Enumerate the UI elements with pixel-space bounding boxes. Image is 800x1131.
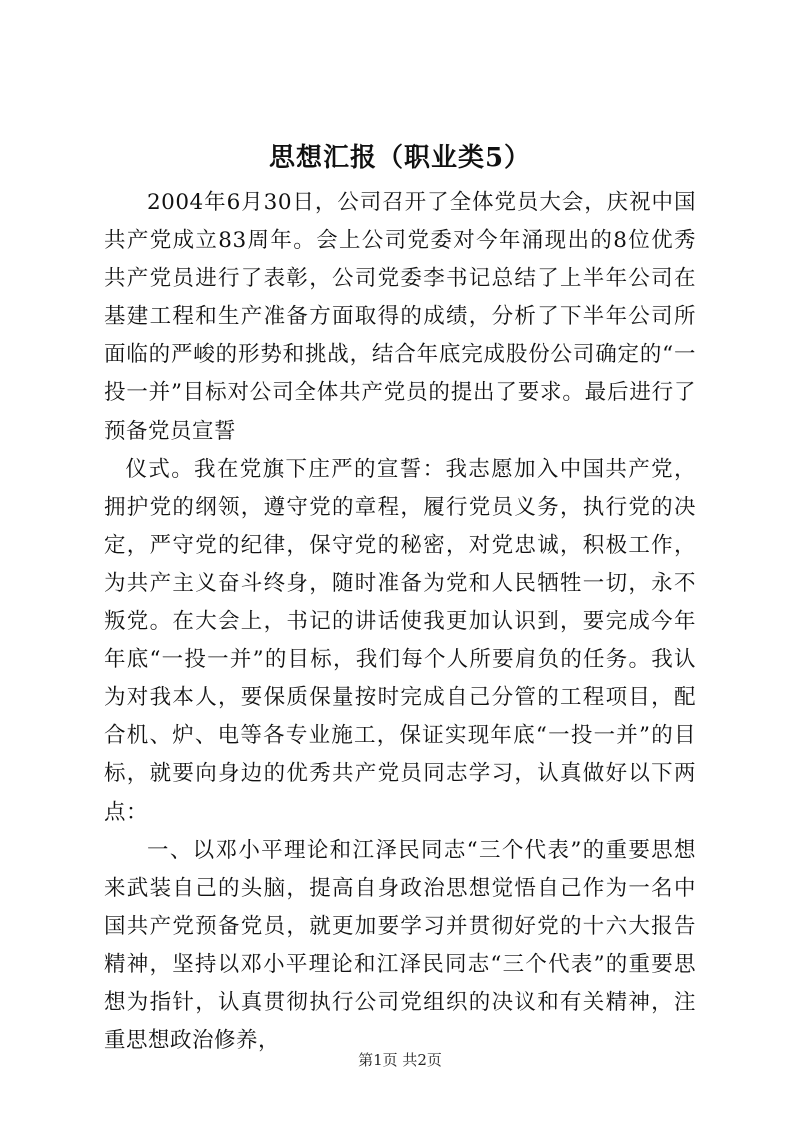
paragraph-1: 2004年6月30日，公司召开了全体党员大会，庆祝中国共产党成立83周年。会上公司党委对今年涌现出的8位优秀共产党员进行了表彰，公司党委李书记总结了上半年公司在基建工程和生产准备方面取得的成绩，分析了下半年公司所面临的严峻的形势和挑战，结合年底完成股份公司确定的“一投一并”目标对公司全体共产党员的提出了要求。最后进行了预备党员宣誓 bbox=[104, 190, 696, 444]
paragraph-2: 仪式。我在党旗下庄严的宣誓：我志愿加入中国共产党，拥护党的纲领，遵守党的章程，履行党员义务，执行党的决定，严守党的纪律，保守党的秘密，对党忠诚，积极工作，为共产主义奋斗终身，随时准备为党和人民牺牲一切，永不叛党。在大会上，书记的讲话使我更加认识到，要完成今年年底“一投一并”的目标，我们每个人所要肩负的任务。我认为对我本人，要保质保量按时完成自己分管的工程项目，配合机、炉、电等各专业施工，保证实现年底“一投一并”的目标，就要向身边的优秀共产党员同志学习，认真做好以下两点： bbox=[104, 456, 696, 825]
page-number-footer: 第1页 共2页 bbox=[358, 1051, 442, 1069]
paragraph-3: 一、以邓小平理论和江泽民同志“三个代表”的重要思想来武装自己的头脑，提高自身政治思想觉悟自己作为一名中国共产党预备党员，就更加要学习并贯彻好党的十六大报告精神，坚持以邓小平理论和江泽民同志“三个代表”的重要思想为指针，认真贯彻执行公司党组织的决议和有关精神，注重思想政治修养， bbox=[104, 837, 696, 1054]
document-body bbox=[104, 184, 696, 1060]
document-title: 思想汇报（职业类5） bbox=[268, 143, 532, 173]
